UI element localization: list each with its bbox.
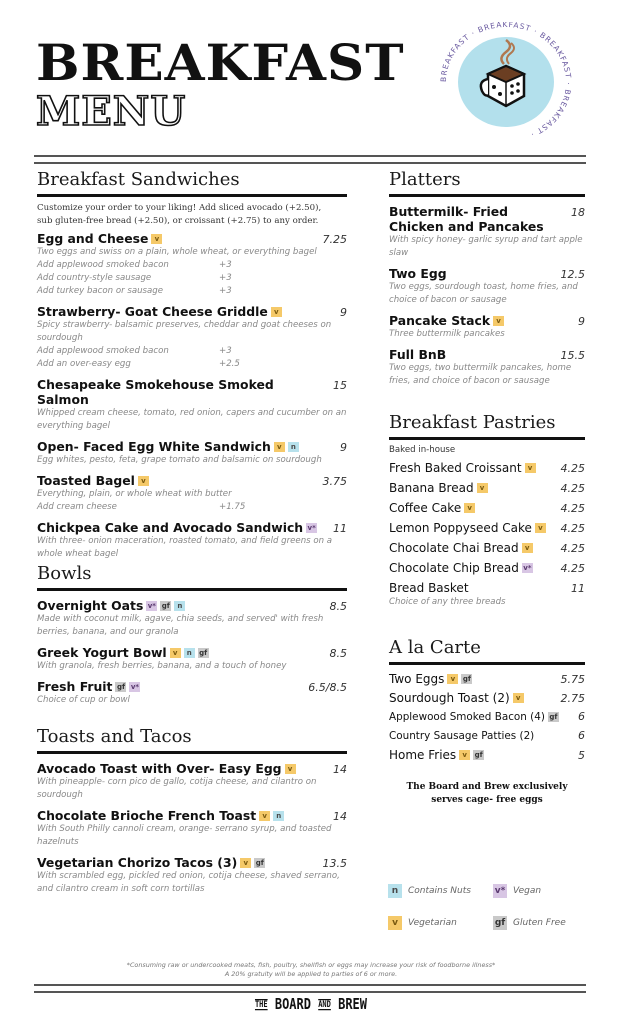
item-name (37, 304, 282, 319)
gratuity-note: A 20% gratuity will be applied to parties of 6 or more. (224, 970, 398, 978)
item-price: 9 (578, 314, 585, 328)
item-name (37, 473, 149, 488)
item-name (37, 761, 296, 776)
top-rule-2 (34, 162, 586, 164)
menu-item (37, 520, 347, 561)
item-name-text: Toasted Bagel (37, 472, 135, 488)
item-name (389, 266, 447, 281)
item-addon (37, 501, 347, 514)
item-name-text: Open- Faced Egg White Sandwich (37, 438, 271, 454)
pastry-name (389, 461, 536, 476)
menu-item (37, 377, 347, 433)
platter-list (389, 204, 585, 388)
brand-and: AND (318, 999, 331, 1010)
intro-line: Customize your order to your liking! Add sliced avocado (+2.50), (37, 202, 322, 213)
item-price: 15 (333, 378, 347, 392)
addon-label: Add an over-easy egg (37, 358, 131, 369)
section-breakfast-sandwiches (37, 169, 347, 561)
pastry-name-text: Lemon Poppyseed Cake (389, 520, 532, 535)
carte-item (389, 729, 585, 744)
legend-label: Vegan (513, 886, 542, 896)
gluten-free-icon: gf (116, 683, 125, 692)
addon-label: Add cream cheese (37, 501, 117, 512)
pastry-row (389, 581, 585, 596)
menu-item-header (37, 761, 347, 776)
carte-price: 6 (578, 728, 585, 742)
legend-label: Vegetarian (408, 918, 457, 928)
carte-item (389, 691, 585, 706)
menu-item (37, 761, 347, 802)
item-price: 3.75 (322, 474, 347, 488)
menu-title-breakfast: BREAKFAST (36, 33, 405, 92)
gluten-free-icon: gf (549, 712, 558, 721)
section-platters (389, 169, 585, 388)
item-name (37, 855, 265, 870)
pastry-name-text: Chocolate Chip Bread (389, 560, 519, 575)
carte-name (389, 748, 484, 763)
item-description: Everything, plain, or whole wheat with butter (37, 488, 232, 499)
pastry-item (389, 481, 585, 496)
pastry-price: 4.25 (560, 461, 585, 475)
item-description: Spicy strawberry- balsamic preserves, cheddar and goat cheeses on sourdough (37, 319, 332, 343)
item-name-text: Chickpea Cake and Avocado Sandwich (37, 519, 304, 535)
breakfast-logo (436, 22, 576, 142)
bottom-rule-2 (34, 991, 586, 993)
item-name (37, 645, 209, 660)
pastry-item (389, 501, 585, 516)
item-name-text: Buttermilk- Fried Chicken and Pancakes (389, 203, 544, 234)
menu-item-header (37, 439, 347, 454)
addon-price: +1.75 (219, 501, 246, 512)
pastry-row (389, 481, 585, 496)
carte-item (389, 672, 585, 687)
nuts-icon: n (184, 648, 195, 658)
nuts-icon: n (288, 442, 299, 452)
section-breakfast-pastries (389, 412, 585, 609)
pastry-item (389, 461, 585, 476)
section-title: Breakfast Pastries (389, 412, 585, 440)
brand-logo-board-and-brew (0, 995, 622, 1013)
addon-price: +3 (219, 272, 232, 283)
item-price: 7.25 (322, 232, 347, 246)
carte-price: 6 (578, 709, 585, 723)
menu-item (37, 473, 347, 514)
vegetarian-icon: v (259, 811, 270, 821)
addon-label: Add applewood smoked bacon (37, 345, 169, 356)
pastry-description: Choice of any three breads (389, 596, 506, 607)
item-description: Whipped cream cheese, tomato, red onion, capers and cucumber on an everything bagel (37, 407, 347, 431)
top-rule-1 (34, 155, 586, 157)
carte-item (389, 748, 585, 763)
nuts-icon: n (388, 884, 402, 898)
gluten-free-icon: gf (462, 675, 471, 684)
pastry-item (389, 561, 585, 576)
carte-item (389, 710, 585, 725)
vegan-icon: v* (147, 602, 156, 611)
pastry-item (389, 581, 585, 609)
vegetarian-icon: v (151, 234, 162, 244)
item-description: With three- onion maceration, roasted tomato, and field greens on a whole wheat bagel (37, 535, 333, 559)
carte-name (389, 710, 559, 725)
brand-board: BOARD (274, 995, 311, 1013)
nuts-icon: n (174, 601, 185, 611)
item-name-text: Chesapeake Smokehouse Smoked Salmon (37, 376, 274, 407)
pastry-name (389, 561, 533, 576)
nuts-icon: n (273, 811, 284, 821)
addon-label: Add country-style sausage (37, 272, 152, 283)
carte-name (389, 672, 472, 687)
pastry-row (389, 501, 585, 516)
vegetarian-icon: v (274, 442, 285, 452)
item-description: With pineapple- corn pico de gallo, cotija cheese, and cilantro on sourdough (37, 776, 317, 800)
item-description: Two eggs, two buttermilk pancakes, home fries, and choice of bacon or sausage (389, 362, 572, 386)
item-price: 11 (333, 521, 347, 535)
pastries-subtitle: Baked in-house (389, 444, 456, 455)
item-description: With scrambled egg, pickled red onion, cotija cheese, shaved serrano, and cilantro cream in soft corn tortillas (37, 870, 340, 894)
carte-price: 5.75 (560, 672, 585, 686)
addon-price: +3 (219, 345, 232, 356)
pastry-price: 4.25 (560, 481, 585, 495)
item-name (37, 679, 140, 694)
carte-list (389, 672, 585, 763)
vegan-icon: v* (130, 683, 140, 692)
sandwich-list (37, 231, 347, 561)
carte-name-text: Applewood Smoked Bacon (4) (389, 710, 545, 723)
item-name-text: Overnight Oats (37, 597, 144, 613)
menu-item-header (37, 808, 347, 823)
menu-item-header (389, 204, 585, 234)
vegan-icon: v* (523, 564, 532, 573)
pastry-price: 4.25 (560, 541, 585, 555)
gluten-free-icon: gf (494, 918, 506, 928)
vegetarian-icon: v (464, 503, 475, 513)
item-name (37, 520, 317, 535)
section-title: Toasts and Tacos (37, 726, 347, 754)
item-addon (37, 259, 347, 272)
menu-item-header (37, 231, 347, 246)
carte-name (389, 691, 524, 706)
pastry-row (389, 521, 585, 536)
pastry-item (389, 541, 585, 556)
brand-brew: BREW (338, 995, 368, 1013)
gluten-free-icon: gf (474, 751, 483, 760)
legend-nuts (388, 884, 493, 898)
menu-item-header (37, 645, 347, 660)
carte-name (389, 729, 534, 744)
vegetarian-icon: v (447, 674, 458, 684)
menu-item (37, 231, 347, 298)
pastry-name-text: Bread Basket (389, 580, 469, 595)
item-description: Choice of cup or bowl (37, 694, 130, 705)
pastry-row (389, 561, 585, 576)
pastry-row (389, 541, 585, 556)
pastry-list (389, 461, 585, 609)
pastry-item (389, 521, 585, 536)
carte-name-text: Sourdough Toast (2) (389, 690, 510, 705)
item-name (389, 313, 504, 328)
section-title: Breakfast Sandwiches (37, 169, 347, 197)
brand-the: THE (254, 999, 268, 1010)
notice-line: serves cage- free eggs (431, 794, 543, 805)
pastry-name (389, 521, 546, 536)
section-bowls (37, 563, 347, 713)
pastry-name-text: Chocolate Chai Bread (389, 540, 519, 555)
footer-disclaimer (0, 961, 622, 979)
item-description: With South Philly cannoli cream, orange- serrano syrup, and toasted hazelnuts (37, 823, 332, 847)
item-name-text: Pancake Stack (389, 312, 491, 328)
carte-price: 2.75 (560, 691, 585, 705)
menu-item (37, 304, 347, 371)
item-name-text: Greek Yogurt Bowl (37, 644, 167, 660)
item-price: 12.5 (560, 267, 585, 281)
vegetarian-icon: v (493, 316, 504, 326)
pastry-name-text: Coffee Cake (389, 500, 462, 515)
vegetarian-icon: v (535, 523, 546, 533)
item-description: With spicy honey- garlic syrup and tart apple slaw (389, 234, 583, 258)
legend-gluten-free (493, 916, 598, 930)
item-description: Made with coconut milk, agave, chia seeds, and served' with fresh berries, banana, and our granola (37, 613, 324, 637)
item-description: Three buttermilk pancakes (389, 328, 505, 339)
section-intro (37, 202, 347, 228)
item-name-text: Egg and Cheese (37, 230, 149, 246)
item-name-text: Fresh Fruit (37, 678, 113, 694)
menu-item-header (37, 377, 347, 407)
pastry-name (389, 481, 488, 496)
item-name-text: Vegetarian Chorizo Tacos (3) (37, 854, 238, 870)
menu-item-header (37, 855, 347, 870)
menu-item-header (37, 679, 347, 694)
item-addon (37, 345, 347, 358)
item-name (37, 598, 185, 613)
item-name (37, 808, 284, 823)
pastry-name-text: Banana Bread (389, 480, 474, 495)
toast-list (37, 761, 347, 896)
item-name (37, 439, 299, 454)
item-name (389, 204, 565, 234)
menu-item-header (37, 304, 347, 319)
pastry-price: 11 (571, 581, 585, 595)
pastry-price: 4.25 (560, 561, 585, 575)
carte-name-text: Country Sausage Patties (2) (389, 729, 535, 742)
vegetarian-icon: v (138, 476, 149, 486)
menu-item (37, 679, 347, 707)
pastry-name (389, 541, 533, 556)
item-name-text: Chocolate Brioche French Toast (37, 807, 257, 823)
section-toasts-tacos (37, 726, 347, 902)
menu-item (37, 598, 347, 639)
addon-label: Add turkey bacon or sausage (37, 285, 164, 296)
menu-item (37, 645, 347, 673)
left-column (37, 169, 347, 894)
item-name-text: Avocado Toast with Over- Easy Egg (37, 760, 282, 776)
carte-price: 5 (578, 748, 585, 762)
vegetarian-icon: v (271, 307, 282, 317)
item-description: With granola, fresh berries, banana, and a touch of honey (37, 660, 287, 671)
item-price: 18 (571, 205, 585, 219)
item-name (37, 377, 327, 407)
vegetarian-icon: v (513, 693, 524, 703)
vegetarian-icon: v (240, 858, 251, 868)
cage-free-notice (389, 781, 585, 807)
vegetarian-icon: v (459, 750, 470, 760)
item-addon (37, 285, 347, 298)
pastry-price: 4.25 (560, 521, 585, 535)
vegetarian-icon: v (522, 543, 533, 553)
addon-price: +3 (219, 259, 232, 270)
menu-item-header (389, 313, 585, 328)
menu-item-header (37, 598, 347, 613)
pastry-row (389, 461, 585, 476)
right-column (389, 169, 585, 805)
gluten-free-icon: gf (199, 649, 208, 658)
addon-label: Add applewood smoked bacon (37, 259, 169, 270)
addon-price: +3 (219, 285, 232, 296)
item-name (389, 347, 446, 362)
menu-item (389, 347, 585, 388)
item-description: Two eggs, sourdough toast, home fries, and choice of bacon or sausage (389, 281, 578, 305)
vegetarian-icon: v (170, 648, 181, 658)
legend-label: Contains Nuts (408, 886, 471, 896)
gluten-free-icon: gf (161, 602, 170, 611)
menu-item (37, 439, 347, 467)
item-price: 9 (340, 440, 347, 454)
gluten-free-icon: gf (255, 859, 264, 868)
menu-item-header (37, 520, 347, 535)
item-name-text: Full BnB (389, 346, 447, 362)
section-title: Platters (389, 169, 585, 197)
menu-item (389, 204, 585, 260)
item-price: 6.5/8.5 (308, 680, 347, 694)
item-addon (37, 358, 347, 371)
item-name-text: Two Egg (389, 265, 447, 281)
pastry-price: 4.25 (560, 501, 585, 515)
menu-title-menu: MENU (36, 88, 187, 135)
menu-item (389, 266, 585, 307)
menu-item (37, 855, 347, 896)
foodborne-warning: *Consuming raw or undercooked meats, fish, poultry, shellfish or eggs may increase your risk of foodborne illness* (126, 961, 496, 969)
item-addon (37, 272, 347, 285)
vegan-icon: v* (307, 524, 316, 533)
vegetarian-icon: v (388, 916, 402, 930)
menu-item (389, 313, 585, 341)
legend-vegan (493, 884, 598, 898)
section-title: A la Carte (389, 637, 585, 665)
item-price: 8.5 (329, 646, 347, 660)
item-price: 13.5 (322, 856, 347, 870)
notice-line: The Board and Brew exclusively (406, 781, 568, 792)
pastry-name (389, 501, 475, 516)
item-name (37, 231, 162, 246)
bowl-list (37, 598, 347, 707)
legend-vegetarian (388, 916, 493, 930)
pastry-name-text: Fresh Baked Croissant (389, 460, 522, 475)
carte-name-text: Two Eggs (389, 671, 445, 686)
item-price: 15.5 (560, 348, 585, 362)
vegan-icon: v* (494, 886, 506, 896)
section-a-la-carte (389, 637, 585, 807)
section-title: Bowls (37, 563, 347, 591)
vegetarian-icon: v (525, 463, 536, 473)
item-price: 8.5 (329, 599, 347, 613)
addon-price: +2.5 (219, 358, 240, 369)
logo-ring-text: BREAKFAST · BREAKFAST · BREAKFAST · BREAKFAST · (438, 22, 574, 140)
vegetarian-icon: v (477, 483, 488, 493)
intro-line: sub gluten-free bread (+2.50), or croissant (+2.75) to any order. (37, 215, 319, 226)
bottom-rule-1 (34, 984, 586, 986)
menu-item-header (389, 266, 585, 281)
item-description: Two eggs and swiss on a plain, whole wheat, or everything bagel (37, 246, 317, 257)
vegetarian-icon: v (285, 764, 296, 774)
pastry-name (389, 581, 469, 596)
menu-item-header (37, 473, 347, 488)
item-name-text: Strawberry- Goat Cheese Griddle (37, 303, 268, 319)
dietary-legend (388, 884, 598, 948)
item-price: 9 (340, 305, 347, 319)
legend-label: Gluten Free (513, 918, 566, 928)
item-price: 14 (333, 809, 347, 823)
menu-item-header (389, 347, 585, 362)
item-description: Egg whites, pesto, feta, grape tomato and balsamic on sourdough (37, 454, 322, 465)
carte-name-text: Home Fries (389, 747, 457, 762)
menu-item (37, 808, 347, 849)
item-price: 14 (333, 762, 347, 776)
